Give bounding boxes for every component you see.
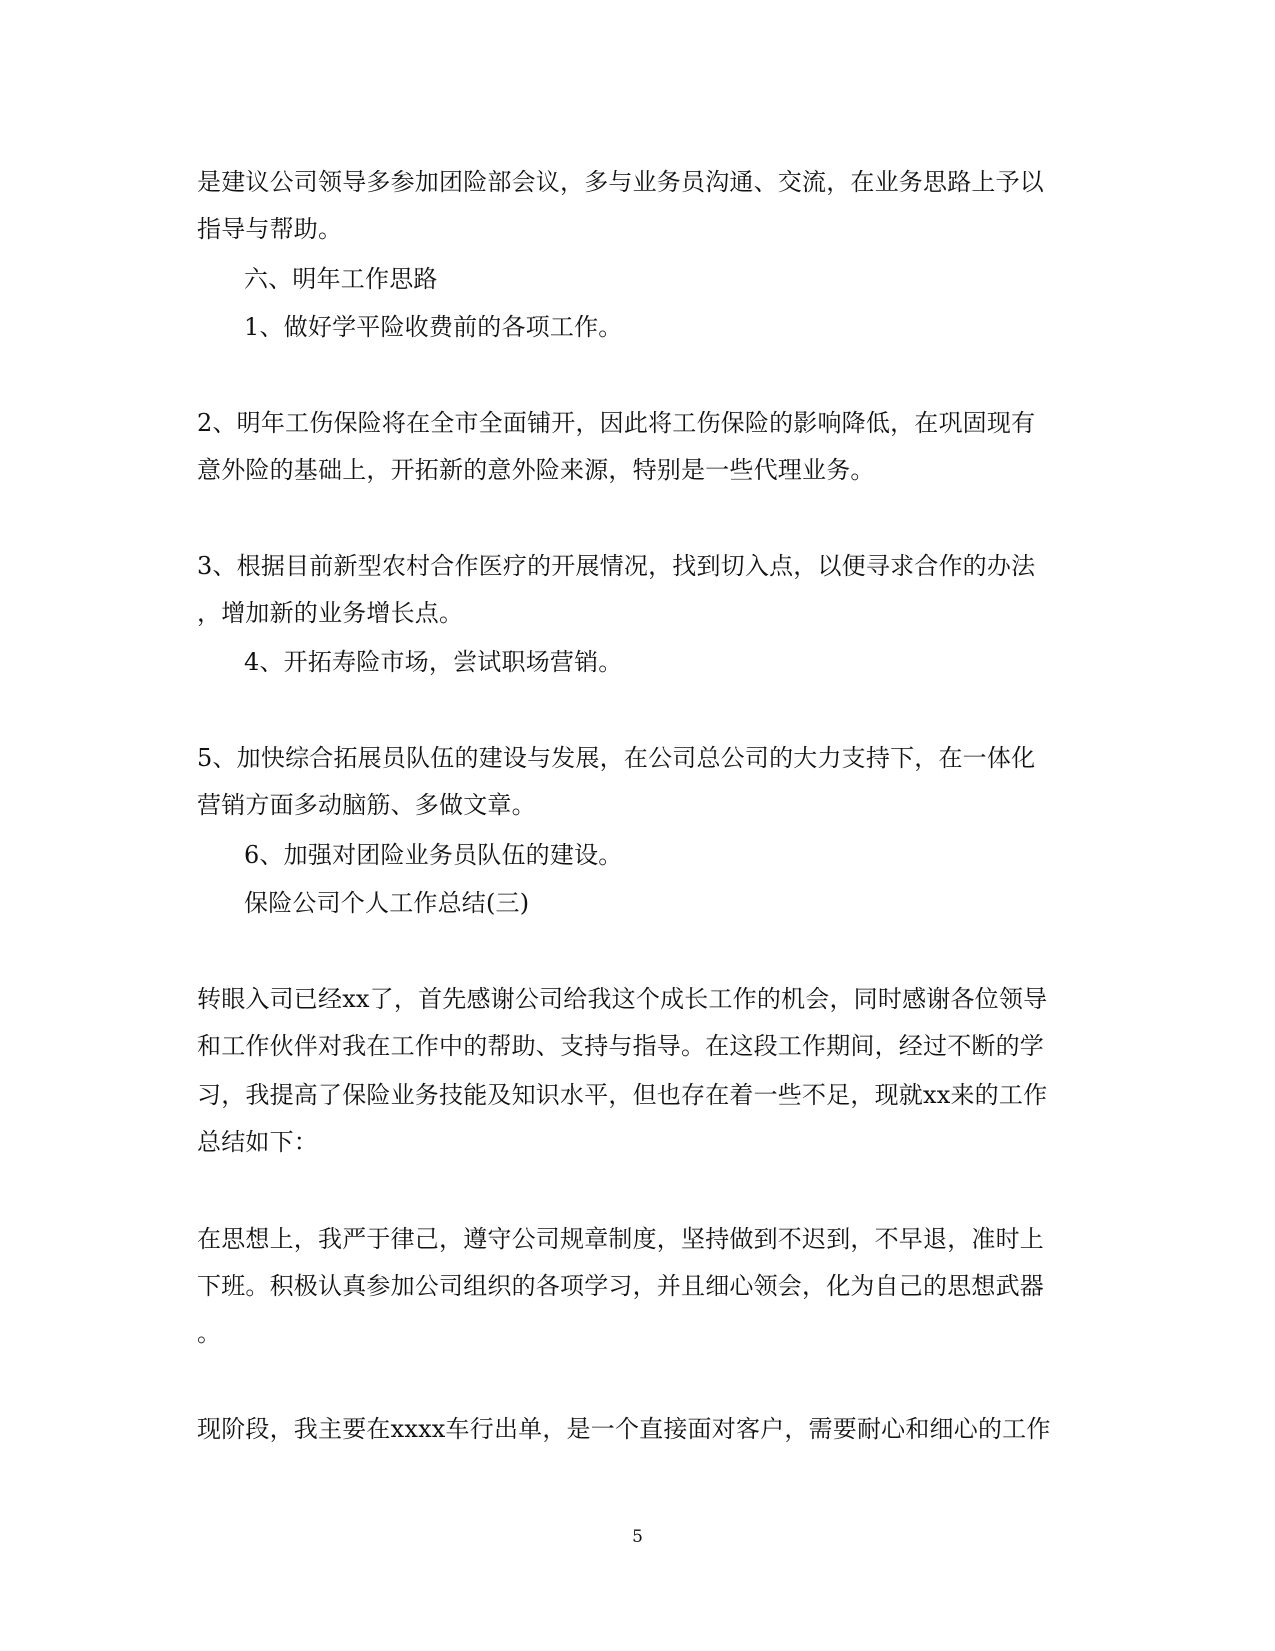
text-line: 是建议公司领导多参加团险部会议，多与业务员沟通、交流，在业务思路上予以 — [197, 168, 1044, 196]
text-line: 指导与帮助。 — [197, 215, 343, 243]
list-item: 1、做好学平险收费前的各项工作。 — [244, 313, 623, 341]
section-title: 保险公司个人工作总结(三) — [244, 889, 530, 917]
text-line: 在思想上，我严于律己，遵守公司规章制度，坚持做到不迟到，不早退，准时上 — [197, 1225, 1044, 1253]
section-heading: 六、明年工作思路 — [244, 265, 438, 293]
text-line: 习，我提高了保险业务技能及知识水平，但也存在着一些不足，现就xx来的工作 — [197, 1081, 1048, 1109]
text-line: 意外险的基础上，开拓新的意外险来源，特别是一些代理业务。 — [197, 456, 875, 484]
text-line: 现阶段，我主要在xxxx车行出单，是一个直接面对客户，需要耐心和细心的工作 — [197, 1415, 1051, 1443]
text-line: 下班。积极认真参加公司组织的各项学习，并且细心领会，化为自己的思想武器 — [197, 1272, 1044, 1300]
text-line: 转眼入司已经xx了，首先感谢公司给我这个成长工作的机会，同时感谢各位领导 — [197, 985, 1048, 1013]
text-line: 。 — [197, 1319, 222, 1347]
text-line: 营销方面多动脑筋、多做文章。 — [197, 791, 536, 819]
list-item: 2、明年工伤保险将在全市全面铺开，因此将工伤保险的影响降低，在巩固现有 — [197, 409, 1036, 437]
text-line: ，增加新的业务增长点。 — [197, 599, 464, 627]
list-item: 6、加强对团险业务员队伍的建设。 — [244, 841, 623, 869]
list-item: 3、根据目前新型农村合作医疗的开展情况，找到切入点，以便寻求合作的办法 — [197, 552, 1036, 580]
list-item: 4、开拓寿险市场，尝试职场营销。 — [244, 648, 623, 676]
list-item: 5、加快综合拓展员队伍的建设与发展，在公司总公司的大力支持下，在一体化 — [197, 744, 1036, 772]
text-line: 总结如下： — [197, 1128, 318, 1156]
page-number: 5 — [632, 1527, 643, 1547]
text-line: 和工作伙伴对我在工作中的帮助、支持与指导。在这段工作期间，经过不断的学 — [197, 1032, 1044, 1060]
